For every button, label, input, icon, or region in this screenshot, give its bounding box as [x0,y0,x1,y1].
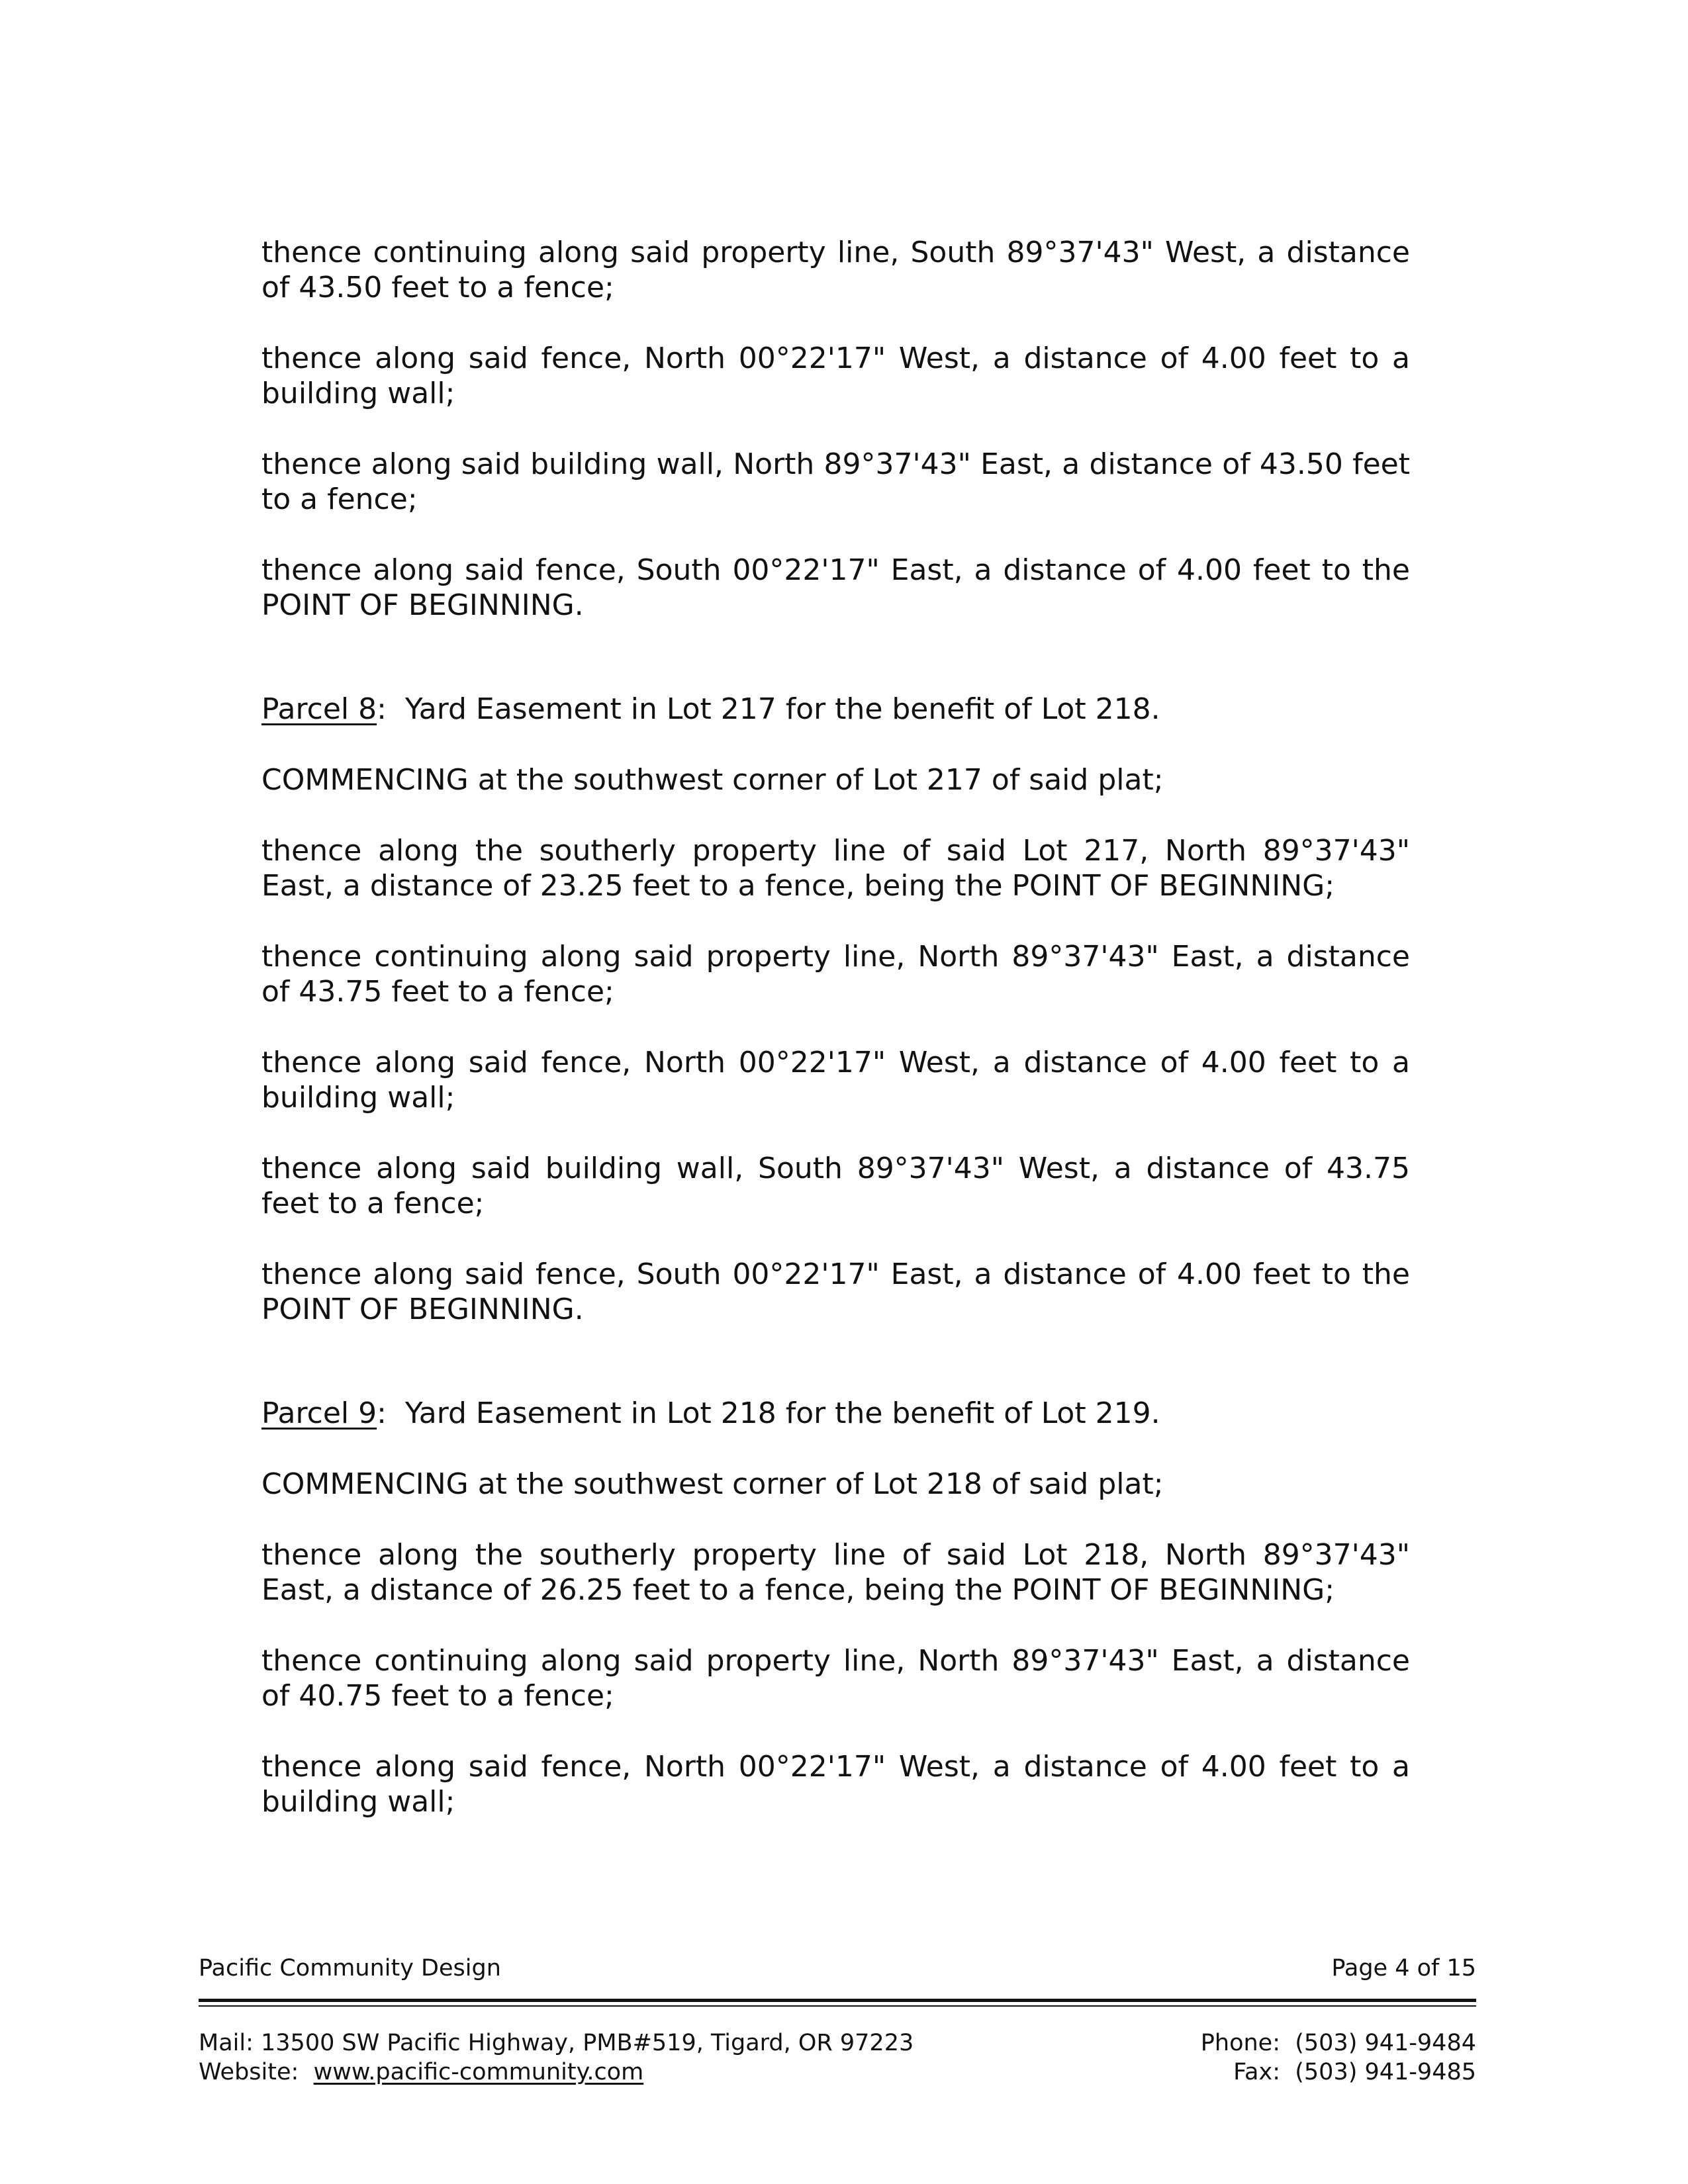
parcel-heading [261,692,1410,727]
paragraph: COMMENCING at the southwest corner of Lot 217 of said plat; [261,763,1164,797]
paragraph: thence along said fence, North 00°22'17" West, a distance of 4.00 feet to a building wall; [261,1750,1410,1819]
paragraph: thence along said fence, North 00°22'17" West, a distance of 4.00 feet to a building wall; [261,341,1410,410]
paragraph: thence continuing along said property line, North 89°37'43" East, a distance of 43.75 feet to a fence; [261,940,1410,1009]
footer-contact-right [1201,2028,1476,2087]
paragraph: thence along the southerly property line of said Lot 217, North 89°37'43" East, a distance of 23.25 feet to a fence, being the POINT OF BEGINNING; [261,834,1410,903]
phone-number: Phone: (503) 941-9484 [1200,2030,1476,2056]
paragraph: thence continuing along said property line, South 89°37'43" West, a distance of 43.50 feet to a fence; [261,236,1410,304]
paragraph: thence along said building wall, South 89°37'43" West, a distance of 43.75 feet to a fence; [261,1152,1410,1220]
company-name: Pacific Community Design [199,1955,501,1981]
document-body [261,235,1410,1855]
paragraph: thence along said fence, South 00°22'17" East, a distance of 4.00 feet to the POINT OF BEGINNING. [261,1257,1410,1326]
footer-divider [199,1999,1476,2002]
paragraph: thence along said building wall, North 89°37'43" East, a distance of 43.50 feet to a fence; [261,447,1410,516]
parcel-heading-text: : Yard Easement in Lot 217 for the benefit of Lot 218. [377,692,1160,726]
paragraph: thence along said fence, North 00°22'17" West, a distance of 4.00 feet to a building wall; [261,1046,1410,1115]
mail-address: Mail: 13500 SW Pacific Highway, PMB#519, Tigard, OR 97223 [199,2030,914,2056]
website-label: Website: [199,2059,299,2085]
website-link[interactable]: www.pacific-community.com [313,2059,644,2085]
page-number: Page 4 of 15 [1331,1955,1476,1981]
paragraph: thence along said fence, South 00°22'17" East, a distance of 4.00 feet to the POINT OF BEGINNING. [261,553,1410,622]
parcel-heading [261,1396,1410,1431]
footer-top [199,1954,1476,1983]
paragraph: thence along the southerly property line of said Lot 218, North 89°37'43" East, a distance of 26.25 feet to a fence, being the POINT OF BEGINNING; [261,1538,1410,1607]
paragraph: COMMENCING at the southwest corner of Lot 218 of said plat; [261,1467,1164,1501]
fax-number: Fax: (503) 941-9485 [1233,2059,1476,2085]
footer-divider-thin [199,2005,1476,2007]
parcel-heading-text: : Yard Easement in Lot 218 for the benefit of Lot 219. [377,1396,1160,1430]
website-line [199,2058,914,2087]
parcel-heading-label: Parcel 8 [261,692,377,726]
parcel-heading-label: Parcel 9 [261,1396,377,1430]
paragraph: thence continuing along said property line, North 89°37'43" East, a distance of 40.75 feet to a fence; [261,1644,1410,1713]
footer-bottom [199,2028,1476,2087]
footer-contact-left [199,2028,914,2087]
